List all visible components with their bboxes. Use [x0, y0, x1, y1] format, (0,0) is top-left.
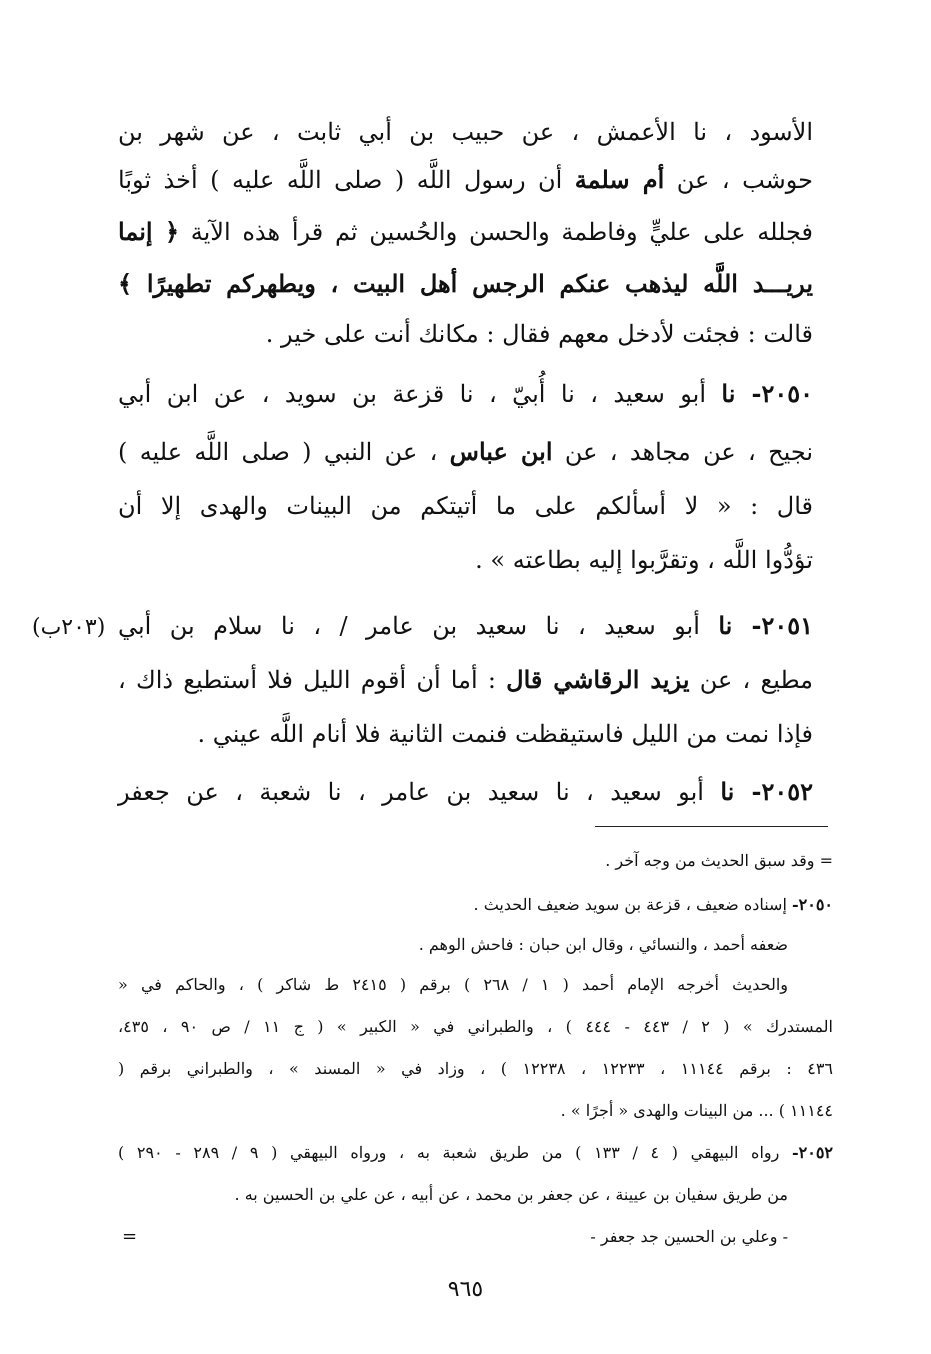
- footnote-2050: [380, 890, 833, 920]
- hadith-2050-line: [118, 374, 813, 414]
- footnote-text: ١١١٤٤ ) ... من البينات والهدى « أجرًا » .: [560, 1101, 833, 1120]
- footnote-line: [118, 1012, 833, 1042]
- hadith-number: ٢٠٥٠- نا: [721, 379, 813, 408]
- text-run: قالت : فجئت لأدخل معهم فقال : مكانك أنت على خير .: [265, 320, 813, 348]
- text-run: أن رسول اللَّه ( صلى اللَّه عليه ) أخذ ثوبًا: [118, 166, 575, 194]
- footnote-line: [150, 1180, 788, 1210]
- text-run: فجلله على عليٍّ وفاطمة والحسن والحُسين ثم قرأ هذه الآية: [179, 218, 814, 246]
- footnote-text: ضعفه أحمد ، والنسائي ، وقال ابن حبان : فاحش الوهم .: [418, 935, 788, 954]
- footnote-line: [450, 846, 833, 876]
- text-line: [200, 314, 813, 354]
- text-line: [118, 212, 813, 252]
- text-line: [118, 486, 813, 526]
- margin-folio-reference: (٢٠٣ب): [32, 615, 106, 640]
- text-run: نجيح ، عن مجاهد ، عن: [552, 438, 814, 466]
- quran-verse: ﴿ إنما: [118, 217, 180, 246]
- text-line: [118, 112, 813, 152]
- text-line: [118, 432, 813, 472]
- text-run: ، عن النبي ( صلى اللَّه عليه ): [118, 438, 450, 466]
- footnote-number: ٢٠٥٠-: [791, 895, 833, 914]
- footnote-line: [118, 970, 788, 1000]
- footnote-text: - وعلي بن الحسين جد جعفر -: [590, 1227, 788, 1246]
- footnote-number: ٢٠٥٢-: [792, 1143, 834, 1162]
- text-run: حوشب ، عن: [664, 166, 813, 194]
- footnote-text: = وقد سبق الحديث من وجه آخر .: [605, 851, 833, 870]
- narrator-name: أم سلمة: [574, 165, 665, 194]
- text-line: [118, 660, 813, 700]
- continued-mark: =: [122, 1226, 138, 1247]
- footnote-2052: [118, 1138, 833, 1168]
- quran-verse-line: [118, 264, 813, 304]
- narrator-name: ابن عباس: [449, 437, 553, 466]
- text-run: : أما أن أقوم الليل فلا أستطيع ذاك ،: [118, 666, 507, 694]
- text-line: [197, 714, 813, 754]
- text-run: أبو سعيد ، نا سعيد بن عامر ، نا شعبة ، عن جعفر: [118, 778, 721, 806]
- footnote-text: من طريق سفيان بن عيينة ، عن جعفر بن محمد ، عن أبيه ، عن علي بن الحسين به .: [234, 1185, 788, 1204]
- footnote-line: [330, 930, 788, 960]
- footnote-separator: [595, 826, 828, 827]
- text-run: قال : « لا أسألكم على ما أتيتكم من البينات والهدى إلا أن: [118, 492, 813, 520]
- hadith-2051-line: [118, 606, 813, 646]
- quran-verse: يريـــد اللَّه ليذهب عنكم الرجس أهل البيت ، ويطهركم تطهيرًا ﴾: [118, 269, 813, 298]
- footnote-text: المستدرك » ( ٢ / ٤٤٣ - ٤٤٤ ) ، والطبراني في « الكبير » ( ج ١١ / ص ٩٠ ، ٤٣٥،: [118, 1017, 834, 1036]
- footnote-text: إسناده ضعيف ، قزعة بن سويد ضعيف الحديث .: [473, 895, 792, 914]
- footnote-text: والحديث أخرجه الإمام أحمد ( ١ / ٢٦٨ ) برقم ( ٢٤١٥ ط شاكر ) ، والحاكم في «: [118, 975, 789, 994]
- page-number: ٩٦٥: [447, 1277, 484, 1302]
- text-run: أبو سعيد ، نا أُبيّ ، نا قزعة بن سويد ، عن ابن أبي: [118, 380, 722, 408]
- footnote-text: ٤٣٦ : برقم ١١١٤٤ ، ١٢٢٣٣ ، ١٢٢٣٨ ) ، وزاد في « المسند » ، والطبراني برقم (: [118, 1059, 833, 1078]
- text-line: [400, 540, 813, 580]
- footnote-text: رواه البيهقي ( ٤ / ١٣٣ ) من طريق شعبة به ، ورواه البيهقي ( ٩ / ٢٨٩ - ٢٩٠ ): [118, 1143, 792, 1162]
- footnote-line: [420, 1096, 833, 1126]
- footnote-line: [118, 1054, 833, 1084]
- hadith-number: ٢٠٥١- نا: [718, 611, 814, 640]
- text-run: فإذا نمت من الليل فاستيقظت فنمت الثانية فلا أنام اللَّه عيني .: [197, 720, 813, 748]
- text-run: الأسود ، نا الأعمش ، عن حبيب بن أبي ثابت ، عن شهر بن: [118, 118, 813, 146]
- text-run: أبو سعيد ، نا سعيد بن عامر / ، نا سلام بن أبي: [118, 612, 719, 640]
- hadith-number: ٢٠٥٢- نا: [720, 777, 814, 806]
- text-run: تؤدُّوا اللَّه ، وتقرَّبوا إليه بطاعته » .: [475, 546, 813, 574]
- footnote-line: [450, 1222, 788, 1252]
- text-line: [118, 160, 813, 200]
- text-run: مطيع ، عن: [689, 666, 813, 694]
- hadith-2052-line: [118, 772, 813, 812]
- narrator-name: يزيد الرقاشي قال: [506, 665, 690, 694]
